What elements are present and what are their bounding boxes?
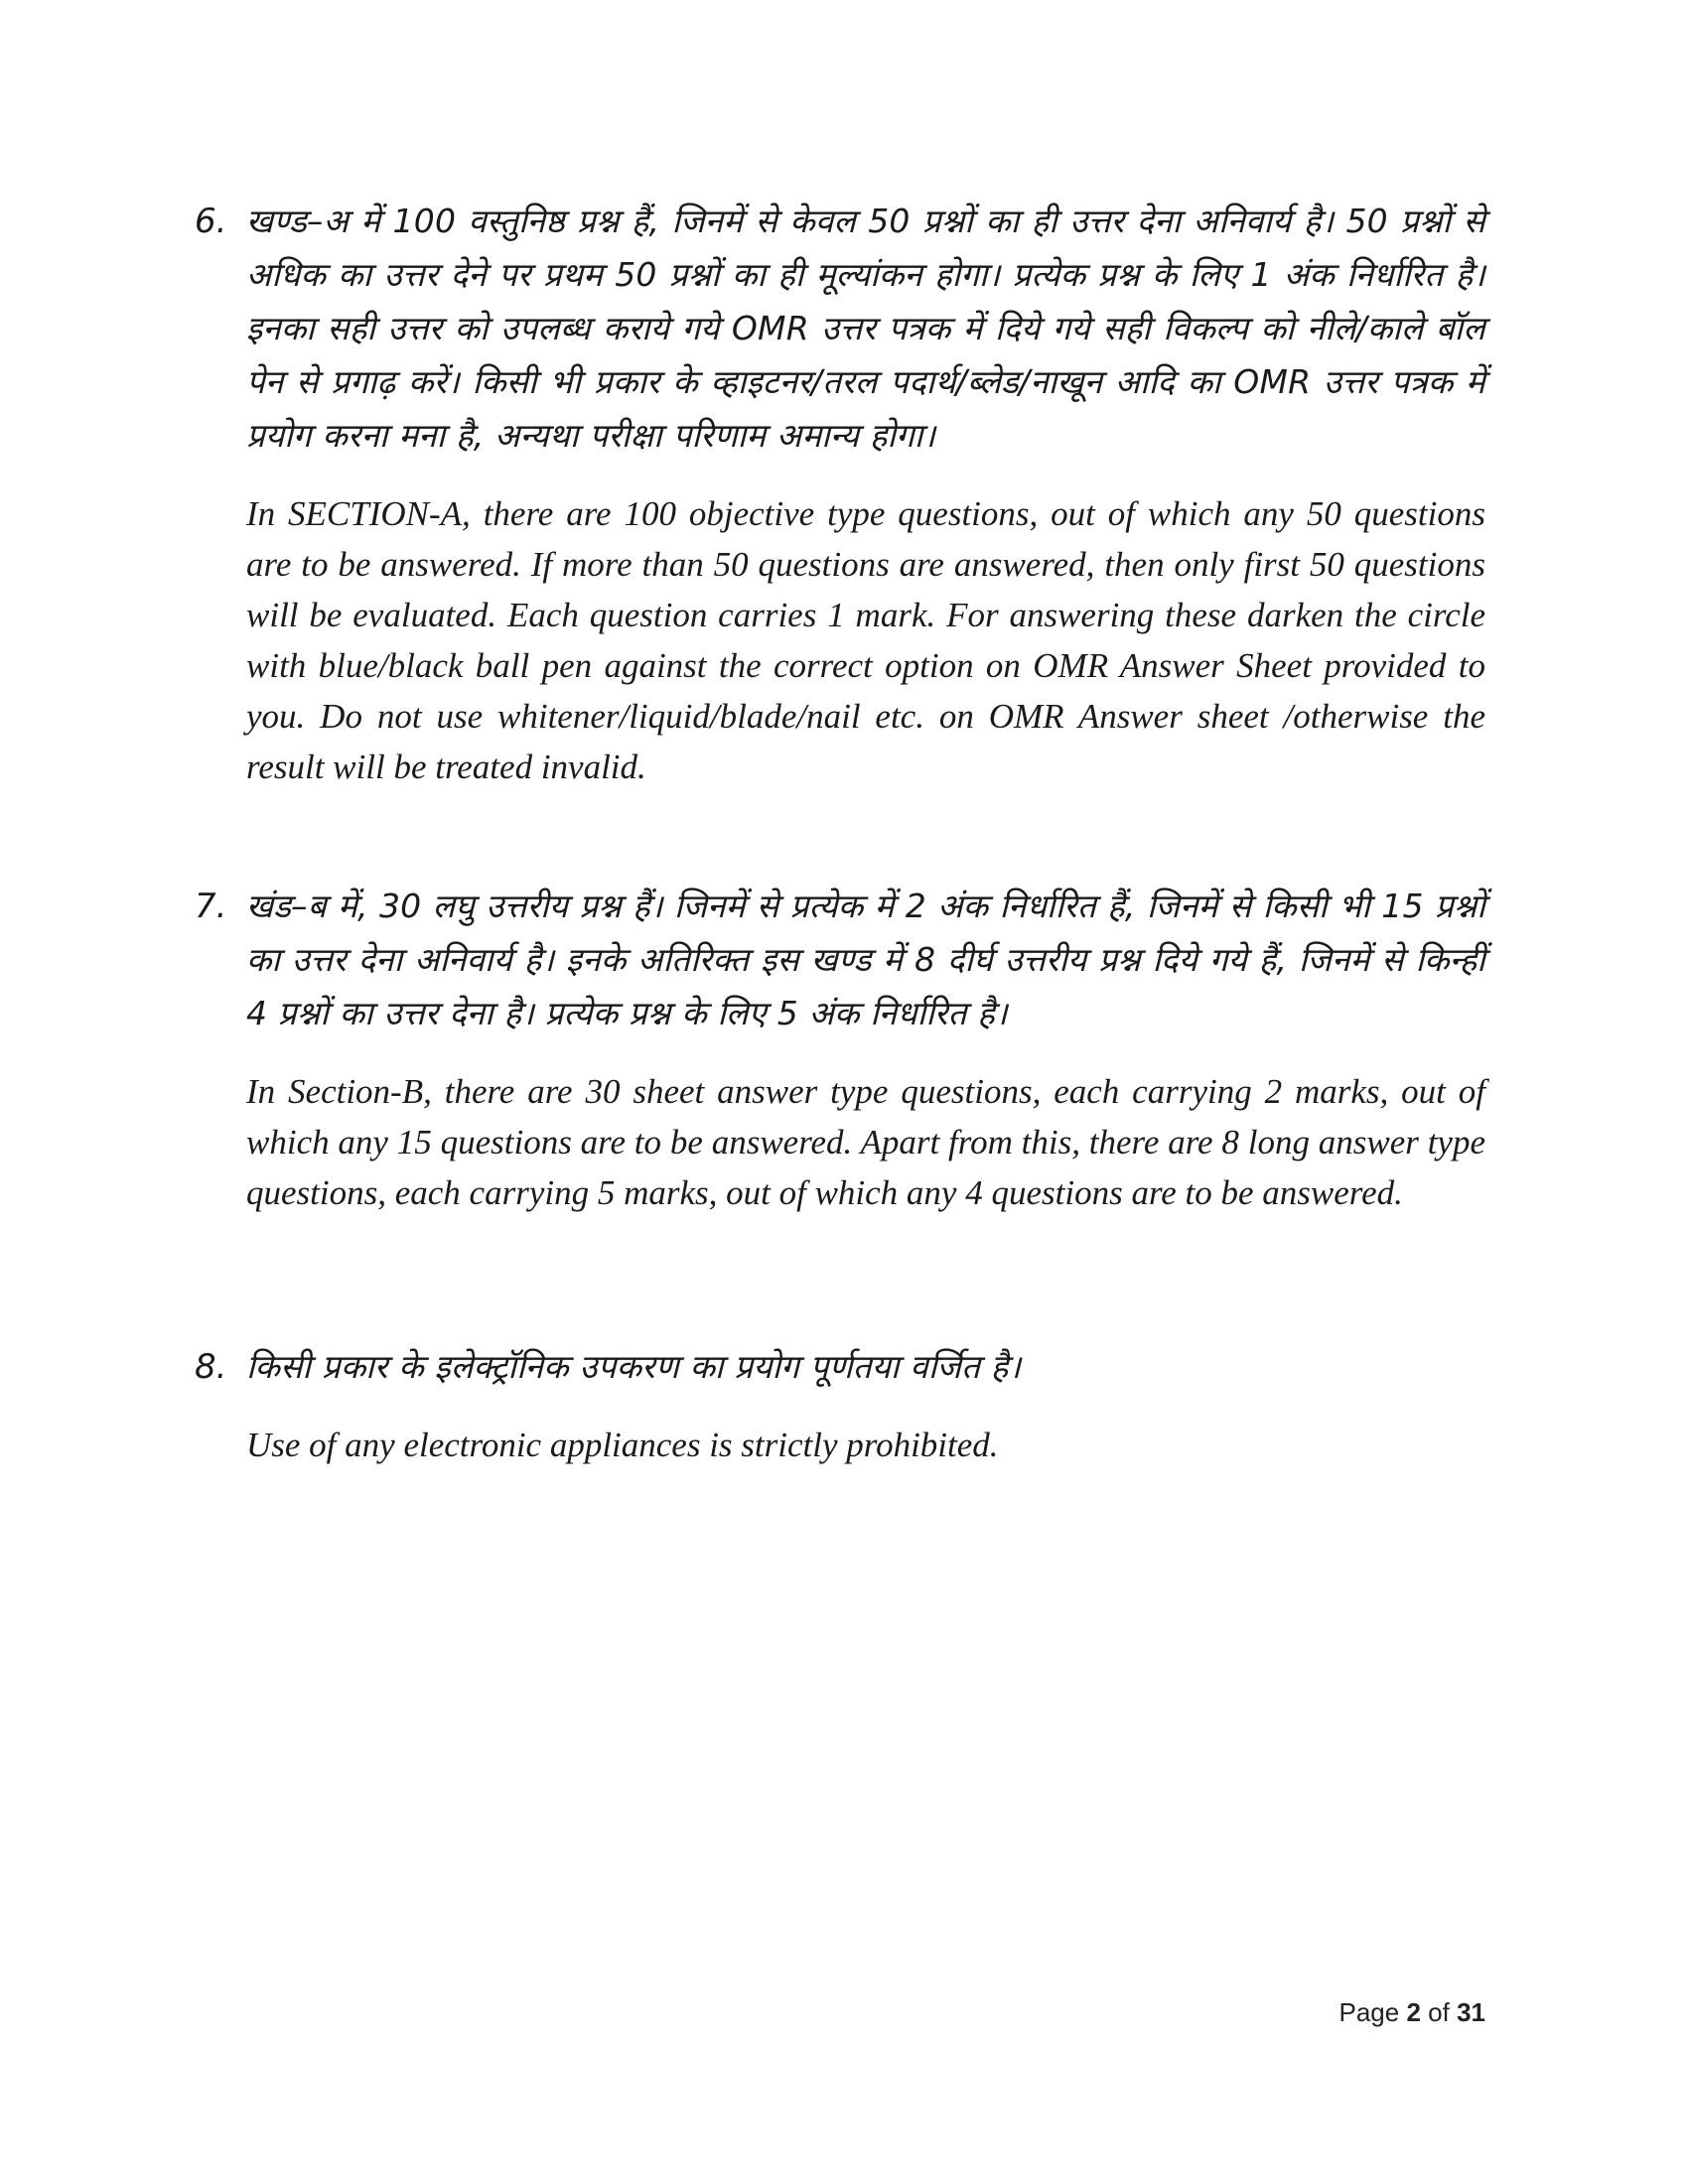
page-prefix: Page [1338, 1997, 1400, 2027]
instruction-text-english: In SECTION-A, there are 100 objective type questions, out of which any 50 questions are to be answered. If more than 50 questions are answered, then only first 50 questions will be evaluated. Each question carries 1 mark. For answering these darken the circle with blue/black ball pen against the correct option on OMR Answer Sheet provided to you. Do not use whitener/liquid/blade/nail etc. on OMR Answer sheet /otherwise the result will be treated invalid. [246, 494, 1485, 786]
page-of-label: of [1428, 1997, 1450, 2027]
instruction-text-hindi: खण्ड–अ में 100 वस्तुनिष्ठ प्रश्न हैं, जिनमें से केवल 50 प्रश्नों का ही उत्तर देना अनिवार्य है। 50 प्रश्नों से अधिक का उत्तर देने पर प्रथम 50 प्रश्नों का ही मूल्यांकन होगा। प्रत्येक प्रश्न के लिए 1 अंक निर्धारित है। इनका सही उत्तर को उपलब्ध कराये गये OMR उत्तर पत्रक में दिये गये सही विकल्प को नीले/काले बॉल पेन से प्रगाढ़ करें। किसी भी प्रकार के व्हाइटनर/तरल पदार्थ/ब्लेड/नाखून आदि का OMR उत्तर पत्रक में प्रयोग करना मना है, अन्यथा परीक्षा परिणाम अमान्य होगा। [246, 202, 1485, 455]
instruction-number: 6. [195, 202, 227, 241]
total-pages: 31 [1457, 1997, 1485, 2027]
instruction-item [195, 195, 1485, 792]
instruction-text-hindi: किसी प्रकार के इलेक्ट्रॉनिक उपकरण का प्रयोग पूर्णतया वर्जित है। [246, 1347, 1022, 1386]
instruction-text-english: Use of any electronic appliances is strictly prohibited. [246, 1426, 999, 1464]
instruction-number: 8. [195, 1347, 227, 1387]
page-number: 2 [1406, 1997, 1421, 2027]
instruction-number: 7. [195, 887, 227, 926]
instruction-item [195, 880, 1485, 1218]
instruction-text-english: In Section-B, there are 30 sheet answer type questions, each carrying 2 marks, out of which any 15 questions are to be answered. Apart from this, there are 8 long answer type questions, each carrying 5 marks, out of which any 4 questions are to be answered. [246, 1072, 1485, 1212]
page-footer [1338, 1997, 1485, 2028]
instruction-item [195, 1340, 1485, 1470]
instruction-text-hindi: खंड–ब में, 30 लघु उत्तरीय प्रश्न हैं। जिनमें से प्रत्येक में 2 अंक निर्धारित हैं, जिनमें से किसी भी 15 प्रश्नों का उत्तर देना अनिवार्य है। इनके अतिरिक्त इस खण्ड में 8 दीर्घ उत्तरीय प्रश्न दिये गये हैं, जिनमें से किन्हीं 4 प्रश्नों का उत्तर देना है। प्रत्येक प्रश्न के लिए 5 अंक निर्धारित है। [246, 887, 1485, 1032]
